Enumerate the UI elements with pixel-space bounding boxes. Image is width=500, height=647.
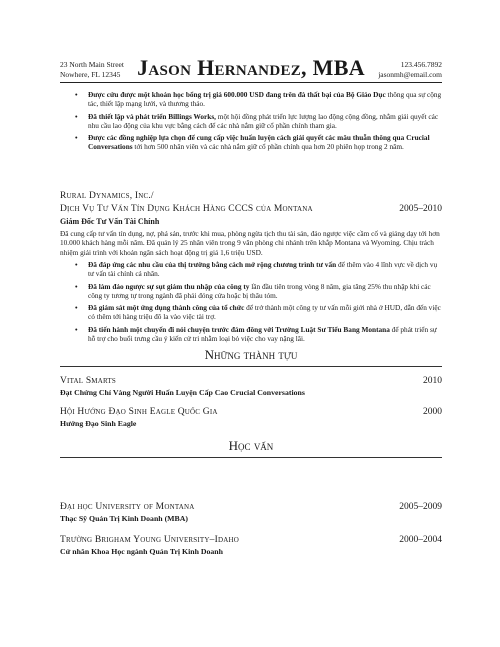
education-date: 2000–2004 bbox=[399, 535, 442, 545]
bullet-text: để thêm vào 4 lĩnh vực về dịch vụ tư vấn tài chính cá nhân. bbox=[88, 260, 438, 279]
achievements-heading: Những thành tựu bbox=[204, 347, 298, 362]
email-address[interactable]: jasonmh@email.com bbox=[378, 69, 442, 79]
bullet-highlight: Đã tiến hành một chuyến đi nói chuyện trước đám đông với Trường Luật Sư Tiểu Bang Montana bbox=[88, 324, 390, 334]
bullet-highlight: Được cứu được một khoản học bổng trị giá 600.000 USD đang trên đà thất bại của Bộ Giáo Dục bbox=[88, 90, 386, 99]
candidate-name: Jason Hernandez, MBA bbox=[137, 55, 365, 80]
bullet-highlight: Đã thiết lập và phát triển Billings Works, bbox=[88, 111, 216, 121]
education-degree: Cử nhân Khoa Học ngành Quản Trị Kinh Doanh bbox=[60, 547, 223, 556]
job-company-line-2: Dịch Vụ Tư Vấn Tín Dụng Khách Hàng CCCS của Montana bbox=[60, 204, 313, 214]
bullet-highlight: Đã giám sát một ứng dụng thành công của tổ chức bbox=[88, 303, 245, 313]
bullet-item bbox=[60, 260, 442, 279]
achievement-name: Hội Hướng Đạo Sinh Eagle Quốc Gia bbox=[60, 407, 218, 417]
bullet-text: thông qua sự cộng tác, thiết lập mạng lưới, và thương thảo. bbox=[88, 90, 442, 109]
bullet-dot-icon: • bbox=[75, 324, 78, 334]
bullet-item bbox=[60, 303, 442, 322]
education-divider bbox=[60, 457, 442, 458]
achievement-detail: Hướng Đạo Sinh Eagle bbox=[60, 419, 137, 428]
bullet-dot-icon: • bbox=[75, 281, 78, 291]
header-contact bbox=[378, 60, 442, 79]
education-school: Đại học University of Montana bbox=[60, 502, 195, 512]
bullet-dot-icon: • bbox=[75, 90, 78, 99]
bullet-text: lần đầu tiên trong vòng 8 năm, gia tăng 25% thu nhập khi các công ty tương tự trong ngành đã phải đóng cửa hoặc bị thâu tóm. bbox=[88, 281, 431, 300]
bullet-dot-icon: • bbox=[75, 303, 78, 313]
bullet-highlight: Đã đáp ứng các nhu cầu của thị trường bằng cách mở rộng chương trình tư vấn bbox=[88, 260, 337, 269]
bullet-text: một hội đồng phát triển lực lượng lao động cộng đồng, nhằm giải quyết các nhu cầu lao động của khu vực bằng cách để các nhà nắm giữ cổ phần chính tham gia. bbox=[88, 111, 439, 130]
bullet-item bbox=[60, 325, 442, 344]
bullet-item bbox=[60, 282, 442, 301]
header-divider bbox=[60, 82, 442, 83]
bullet-item bbox=[60, 112, 442, 131]
achievement-detail: Đạt Chứng Chỉ Vàng Người Huấn Luyện Cấp Cao Crucial Conversations bbox=[60, 388, 305, 397]
bullet-dot-icon: • bbox=[75, 111, 78, 121]
job-role: Giám Đốc Tư Vấn Tài Chính bbox=[60, 217, 160, 226]
achievement-date: 2000 bbox=[423, 407, 442, 417]
previous-role-bullets bbox=[60, 90, 442, 155]
bullet-dot-icon: • bbox=[75, 133, 78, 143]
education-degree: Thạc Sỹ Quản Trị Kinh Doanh (MBA) bbox=[60, 514, 188, 523]
education-heading: Học vấn bbox=[228, 438, 274, 453]
bullet-dot-icon: • bbox=[75, 260, 78, 269]
job-bullets bbox=[60, 260, 442, 346]
bullet-text: để trở thành một công ty tư vấn mỗi giới nhà ở HUD, dẫn đến việc có thêm tới hàng triệu đô la vào việc tài trợ. bbox=[88, 303, 441, 322]
bullet-text: để phát triển sự hỗ trợ cho buổi trưng cầu ý kiến cử tri nhằm loại bỏ việc cho vay nặng lãi. bbox=[88, 324, 437, 344]
education-school: Trường Brigham Young University–Idaho bbox=[60, 535, 239, 545]
job-dates: 2005–2010 bbox=[399, 204, 442, 214]
bullet-highlight: Được các đồng nghiệp lựa chọn để cung cấp việc huấn luyện cách giải quyết các mâu thuẫn thông qua Crucial Conversations bbox=[88, 133, 430, 152]
achievement-name: Vital Smarts bbox=[60, 376, 116, 386]
achievement-date: 2010 bbox=[423, 376, 442, 386]
phone-number: 123.456.7892 bbox=[400, 60, 442, 69]
job-description: Đã cung cấp tư vấn tín dụng, nợ, phá sản, trước khi mua, phòng ngừa tịch thu tài sản, đảo ngược việc cầm cố và giảng dạy tới hơn 10.000 khách hàng mỗi năm. Đã quản lý 25 nhân viên trong 9 văn phòng chi nhánh trên khắp Montana và Wyoming. Chịu trách nhiệm giải trình với khoản ngân sách hoạt động trị giá 1,6 triệu USD. bbox=[60, 229, 440, 257]
bullet-highlight: Đã làm đảo ngược sự sụt giảm thu nhập của công ty bbox=[88, 281, 250, 291]
achievements-divider bbox=[60, 366, 442, 367]
bullet-item bbox=[60, 90, 442, 109]
bullet-text: tới hơn 500 nhân viên và các nhà nắm giữ cổ phần chính qua hơn 20 phiên họp trong 2 năm. bbox=[132, 142, 404, 152]
job-company-line-1: Rural Dynamics, Inc./ bbox=[60, 191, 154, 201]
address-line-1: 23 North Main Street bbox=[60, 60, 124, 69]
education-date: 2005–2009 bbox=[399, 502, 442, 512]
bullet-item bbox=[60, 133, 442, 152]
address-line-2: Nowhere, FL 12345 bbox=[60, 69, 121, 79]
